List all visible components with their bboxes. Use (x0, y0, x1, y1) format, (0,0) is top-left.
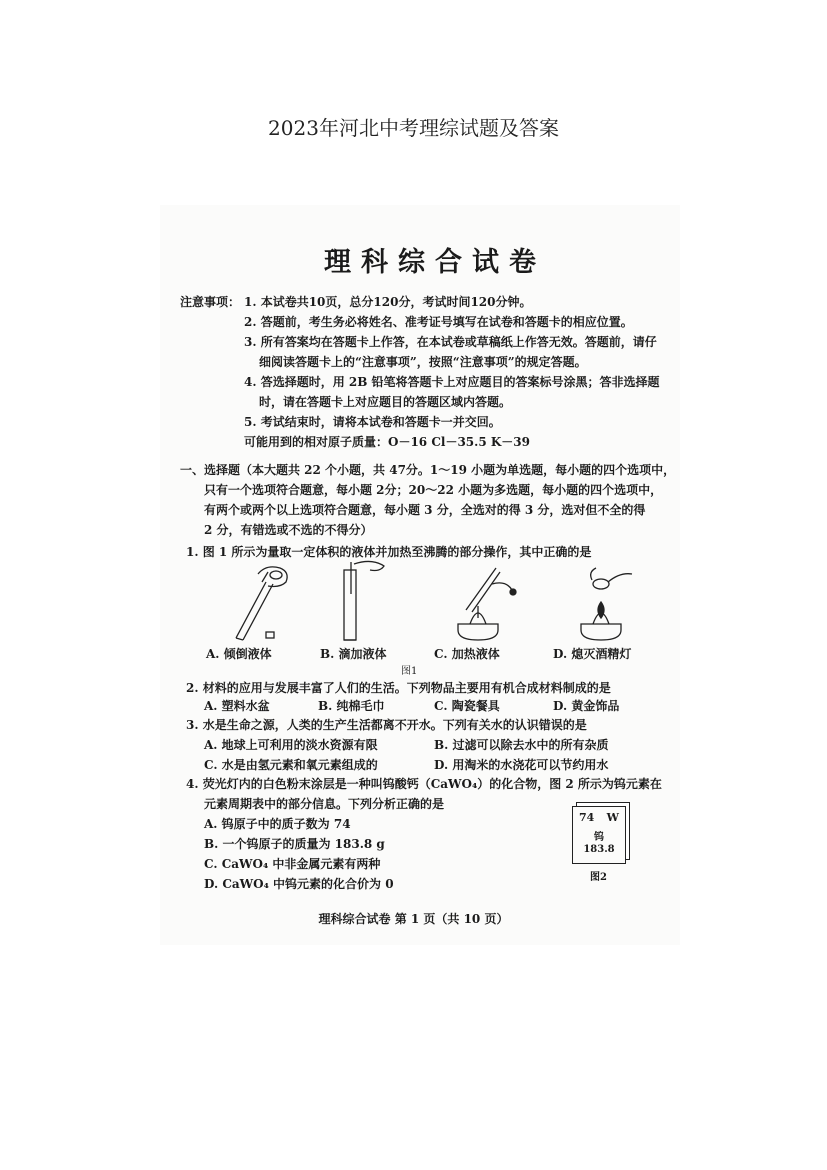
atomic-mass: 183.8 (583, 844, 615, 855)
option-c: C. 水是由氢元素和氧元素组成的 (204, 758, 378, 772)
option-a: A. 塑料水盆 (204, 699, 270, 713)
option-a: A. 钨原子中的质子数为 74 (204, 817, 351, 831)
option-c: C. 加热液体 (434, 647, 500, 661)
question-stem: 1. 图 1 所示为量取一定体积的液体并加热至沸腾的部分操作，其中正确的是 (186, 545, 592, 559)
page-footer: 理科综合试卷 第 1 页（共 10 页） (318, 912, 509, 926)
notice-item: 1. 本试卷共10页，总分120分，考试时间120分钟。 (244, 295, 532, 309)
option-d: D. 黄金饰品 (553, 699, 620, 713)
element-name: 钨 (594, 832, 604, 843)
section-line: 有两个或两个以上选项符合题意，每小题 3 分，全选对的得 3 分，选对但不全的得 (204, 503, 646, 517)
question-stem: 4. 荧光灯内的白色粉末涂层是一种叫钨酸钙（CaWO₄）的化合物，图 2 所示为钨元素在 (186, 777, 662, 791)
option-c: C. 陶瓷餐具 (434, 699, 500, 713)
notice-item: 4. 答选择题时，用 2B 铅笔将答题卡上对应题目的答案标号涂黑；答非选择题 (244, 375, 660, 389)
section-line: 一、选择题（本大题共 22 个小题，共 47分。1～19 小题为单选题，每小题的四个选项中， (180, 463, 676, 477)
option-d: D. 熄灭酒精灯 (553, 647, 632, 661)
tungsten-element-card (572, 806, 626, 864)
question-stem: 元素周期表中的部分信息。下列分析正确的是 (204, 797, 445, 811)
section-line: 只有一个选项符合题意，每小题 2分；20～22 小题为多选题，每小题的四个选项中， (204, 483, 663, 497)
notice-item: 时，请在答题卡上对应题目的答题区域内答题。 (259, 395, 512, 409)
option-b: B. 过滤可以除去水中的所有杂质 (434, 738, 609, 752)
exam-title: 理科综合试卷 (324, 247, 546, 278)
option-b: B. 一个钨原子的质量为 183.8 g (204, 837, 385, 851)
option-b: B. 纯棉毛巾 (318, 699, 385, 713)
figure-1 (196, 560, 656, 644)
notice-label: 注意事项： (180, 295, 241, 309)
notice-item: 细阅读答题卡上的“注意事项”，按照“注意事项”的规定答题。 (259, 355, 587, 369)
option-a: A. 地球上可利用的淡水资源有限 (204, 738, 378, 752)
option-b: B. 滴加液体 (320, 647, 387, 661)
atomic-number: 74 (579, 811, 595, 824)
document-title: 2023年河北中考理综试题及答案 (268, 116, 559, 140)
notice-item: 3. 所有答案均在答题卡上作答，在本试卷或草稿纸上作答无效。答题前，请仔 (244, 335, 657, 349)
question-stem: 3. 水是生命之源，人类的生产生活都离不开水。下列有关水的认识错误的是 (186, 718, 587, 732)
element-symbol: W (606, 811, 619, 824)
option-a: A. 倾倒液体 (206, 647, 272, 661)
section-line: 2 分，有错选或不选的不得分） (204, 523, 373, 537)
option-d: D. CaWO₄ 中钨元素的化合价为 0 (204, 877, 394, 891)
option-d: D. 用淘米的水浇花可以节约用水 (434, 758, 609, 772)
notice-item: 2. 答题前，考生务必将姓名、准考证号填写在试卷和答题卡的相应位置。 (244, 315, 633, 329)
question-stem: 2. 材料的应用与发展丰富了人们的生活。下列物品主要用有机合成材料制成的是 (186, 681, 611, 695)
lab-operations-illustration (196, 560, 656, 644)
atomic-mass-note: 可能用到的相对原子质量：O－16 Cl－35.5 K－39 (244, 435, 530, 449)
notice-item: 5. 考试结束时，请将本试卷和答题卡一并交回。 (244, 415, 501, 429)
option-c: C. CaWO₄ 中非金属元素有两种 (204, 857, 381, 871)
figure-caption: 图1 (401, 666, 418, 677)
figure-caption: 图2 (590, 872, 607, 883)
